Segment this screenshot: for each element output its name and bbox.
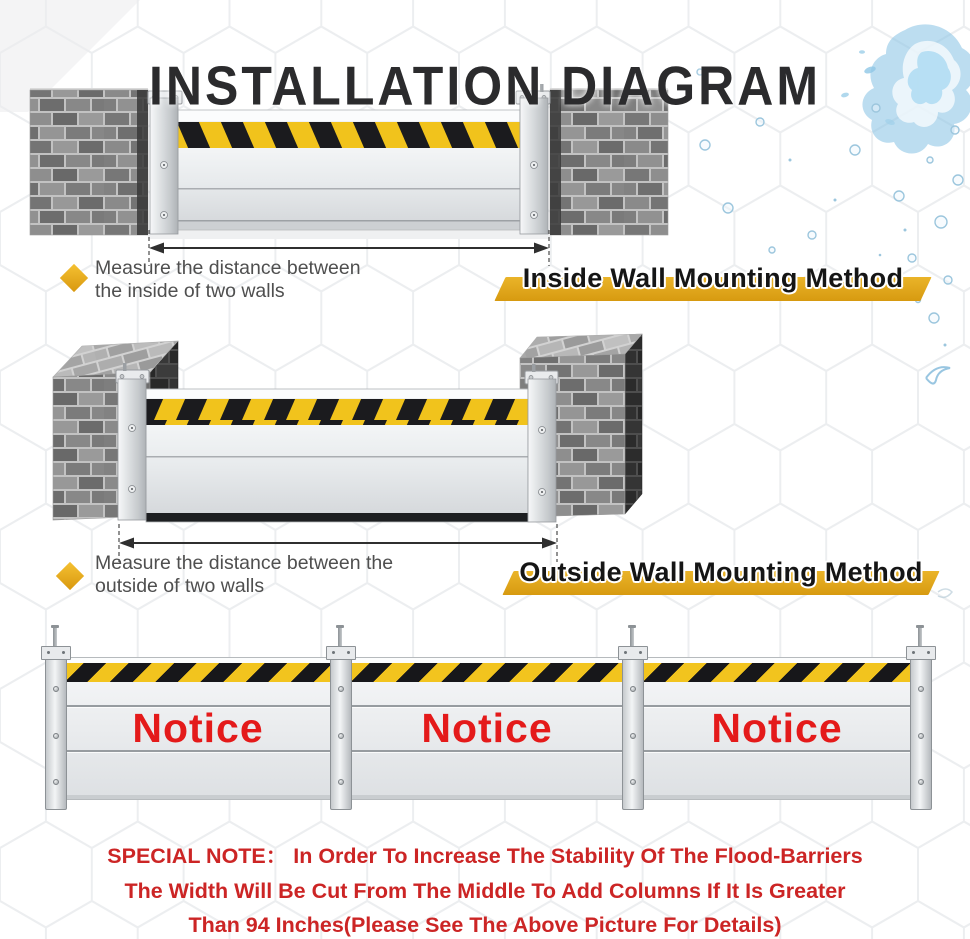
- instruction-outside: [95, 552, 393, 598]
- method-label-outside: Outside Wall Mounting Method: [519, 557, 923, 587]
- special-note-line: The Width Will Be Cut From The Middle To Add Columns If It Is Greater: [124, 878, 846, 903]
- panel-bottom-strip: [146, 513, 528, 522]
- screw-center: [533, 164, 535, 166]
- screw-center: [533, 214, 535, 216]
- hazard-stripe: [639, 663, 915, 682]
- instruction-line: the inside of two walls: [95, 280, 285, 302]
- notice-label: Notice: [711, 704, 843, 751]
- notice-label: Notice: [421, 704, 553, 751]
- barrier-panel: [146, 425, 528, 513]
- notice-label: Notice: [132, 704, 264, 751]
- barrier-panel: [178, 148, 520, 222]
- hazard-stripe: [146, 399, 528, 425]
- screw-center: [163, 214, 165, 216]
- wall-side-right: [625, 334, 642, 514]
- bracket-pin: [532, 364, 536, 372]
- barrier-panel-3: [638, 657, 916, 800]
- column-cap: [41, 646, 71, 660]
- column-cap: [618, 646, 648, 660]
- hazard-stripe: [347, 663, 627, 682]
- mounting-post-right: [528, 379, 556, 522]
- column-post: [910, 650, 932, 810]
- panel-seam: [178, 188, 520, 190]
- hazard-stripe: [178, 122, 520, 148]
- screw-center: [163, 164, 165, 166]
- instruction-line: Measure the distance between the: [95, 552, 394, 574]
- bracket-bolt: [140, 375, 144, 379]
- instruction-line: Measure the distance between: [95, 257, 361, 279]
- hazard-stripe: [61, 663, 335, 682]
- screw-center: [131, 488, 133, 490]
- screw-center: [541, 429, 543, 431]
- mounting-post-left: [118, 379, 146, 520]
- barrier-panel-2: [346, 657, 628, 800]
- special-note-line: SPECIAL NOTE： In Order To Increase The Stability Of The Flood-Barriers: [107, 844, 863, 868]
- panel-top-strip: [146, 389, 528, 399]
- bracket-pin: [123, 363, 127, 371]
- floor-sill: [148, 229, 550, 239]
- special-note: [0, 839, 970, 939]
- instruction-line: outside of two walls: [95, 575, 265, 597]
- page-title: INSTALLATION DIAGRAM: [149, 54, 821, 117]
- special-note-line: Than 94 Inches(Please See The Above Picture For Details): [188, 913, 782, 937]
- screw-center: [131, 427, 133, 429]
- screw-center: [541, 491, 543, 493]
- column-cap: [906, 646, 936, 660]
- method-label-inside: Inside Wall Mounting Method: [522, 263, 904, 293]
- panel-bottom-line: [178, 220, 520, 222]
- column-post: [622, 650, 644, 810]
- column-post: [330, 650, 352, 810]
- barrier-panel-1: [60, 657, 336, 800]
- outside-wall-diagram: [53, 334, 642, 562]
- column-cap: [326, 646, 356, 660]
- panel-seam: [146, 456, 528, 458]
- column-post: [45, 650, 67, 810]
- instruction-inside: [95, 257, 361, 303]
- bracket-bolt: [120, 375, 124, 379]
